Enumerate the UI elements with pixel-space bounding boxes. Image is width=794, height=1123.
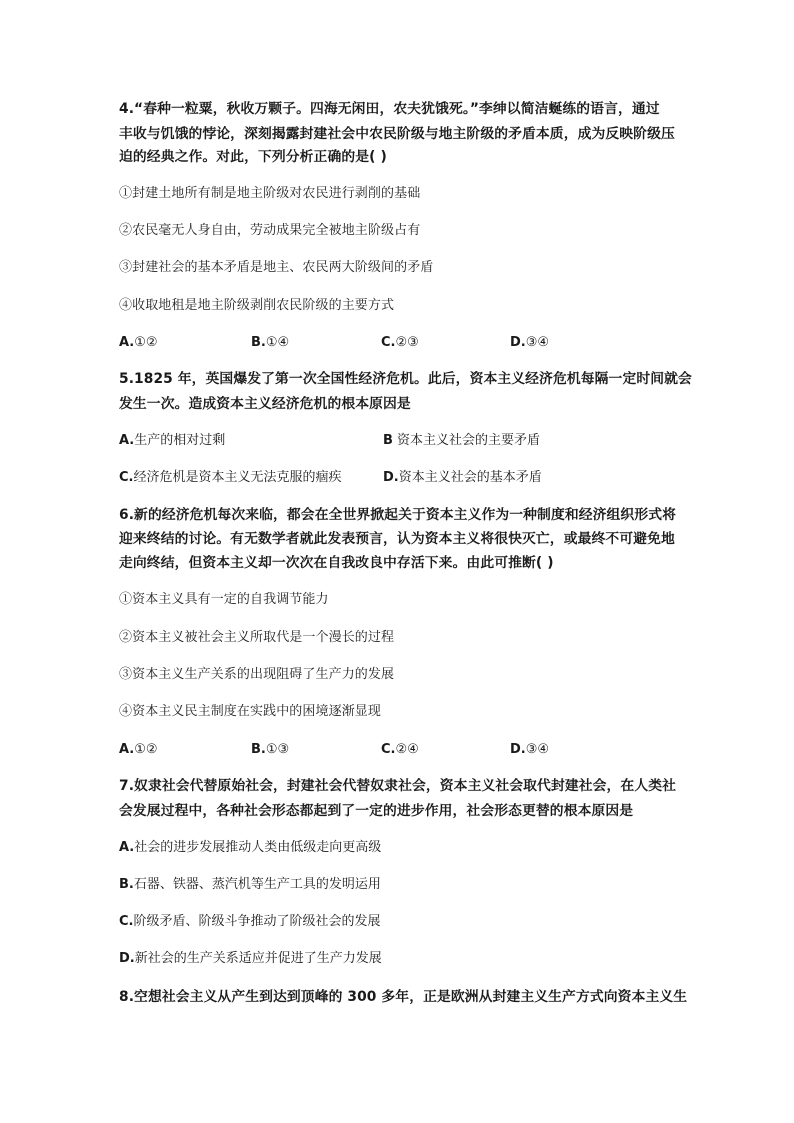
- choice-letter: A.: [119, 840, 135, 855]
- question-5-choice-a: [119, 432, 225, 450]
- choice-text: 资本主义社会的基本矛盾: [398, 470, 542, 485]
- choice-text: ③④: [525, 335, 550, 350]
- choice-text: ②④: [395, 742, 419, 757]
- question-4-statement-3: ③封建社会的基本矛盾是地主、农民两大阶级间的矛盾: [119, 260, 434, 275]
- choice-letter: B.: [119, 877, 134, 892]
- choice-text: ①④: [265, 335, 290, 350]
- question-7-choice-a: [119, 839, 381, 857]
- question-6-statement-2: ②资本主义被社会主义所取代是一个漫长的过程: [119, 630, 395, 645]
- choice-text: 新社会的生产关系适应并促进了生产力发展: [134, 951, 382, 966]
- question-6-statement-4: ④资本主义民主制度在实践中的困境逐渐显现: [119, 704, 382, 719]
- question-6-choice-d: [510, 741, 549, 759]
- question-6-line-2: 迎来终结的讨论。有无数学者就此发表预言，认为资本主义将很快灭亡，或最终不可避免地: [119, 531, 675, 547]
- question-7-choice-c: [119, 913, 381, 931]
- choice-letter: B: [383, 433, 393, 448]
- choice-letter: B.: [251, 742, 266, 757]
- question-4-line-3: 迫的经典之作。对此，下列分析正确的是( ): [119, 149, 387, 165]
- question-4-choice-b: [251, 334, 289, 352]
- question-4-statement-4: ④收取地租是地主阶级剥削农民阶级的主要方式: [119, 298, 395, 313]
- choice-text: 资本主义社会的主要矛盾: [392, 433, 541, 448]
- choice-letter: D.: [510, 742, 526, 757]
- question-5-choice-b: [383, 432, 540, 450]
- question-5-choice-d: [383, 469, 542, 487]
- question-5-line-2: 发生一次。造成资本主义经济危机的根本原因是: [119, 396, 411, 412]
- choice-letter: C.: [119, 914, 134, 929]
- choice-text: 石器、铁器、蒸汽机等生产工具的发明运用: [133, 877, 381, 892]
- question-6-choice-b: [251, 741, 289, 759]
- choice-text: 阶级矛盾、阶级斗争推动了阶级社会的发展: [133, 914, 381, 929]
- question-8-line-1: 8.空想社会主义从产生到达到顶峰的 300 多年，正是欧洲从封建主义生产方式向资本主义生: [119, 989, 688, 1005]
- question-7-choice-b: [119, 876, 381, 894]
- choice-text: 社会的进步发展推动人类由低级走向更高级: [134, 840, 382, 855]
- question-6-line-1: 6.新的经济危机每次来临，都会在全世界掀起关于资本主义作为一种制度和经济组织形式将: [119, 507, 677, 523]
- question-4-choice-a: [119, 334, 158, 352]
- question-4-line-2: 丰收与饥饿的悖论，深刻揭露封建社会中农民阶级与地主阶级的矛盾本质，成为反映阶级压: [119, 126, 675, 142]
- question-4-statement-1: ①封建土地所有制是地主阶级对农民进行剥削的基础: [119, 186, 421, 201]
- question-7-line-1: 7.奴隶社会代替原始社会，封建社会代替奴隶社会，资本主义社会取代封建社会，在人类社: [119, 778, 677, 794]
- choice-letter: C.: [381, 335, 396, 350]
- question-4-statement-2: ②农民毫无人身自由，劳动成果完全被地主阶级占有: [119, 223, 421, 238]
- question-7-line-2: 会发展过程中，各种社会形态都起到了一定的进步作用，社会形态更替的根本原因是: [119, 803, 634, 819]
- question-4-choice-d: [510, 334, 549, 352]
- choice-letter: D.: [510, 335, 526, 350]
- question-4-choice-c: [381, 334, 419, 352]
- choice-text: 经济危机是资本主义无法克服的痼疾: [133, 470, 342, 485]
- choice-text: ①②: [134, 742, 158, 757]
- choice-letter: D.: [383, 470, 399, 485]
- choice-letter: A.: [119, 335, 135, 350]
- question-4-line-1: 4.“春种一粒粟，秋收万颗子。四海无闲田，农夫犹饿死。”李绅以简洁蜒练的语言，通过: [119, 101, 660, 117]
- choice-text: ①③: [265, 742, 290, 757]
- choice-letter: B.: [251, 335, 266, 350]
- choice-text: ②③: [395, 335, 419, 350]
- choice-text: ③④: [525, 742, 550, 757]
- choice-letter: D.: [119, 951, 135, 966]
- choice-letter: C.: [381, 742, 396, 757]
- question-6-statement-1: ①资本主义具有一定的自我调节能力: [119, 592, 329, 607]
- question-6-choice-a: [119, 741, 158, 759]
- question-6-statement-3: ③资本主义生产关系的出现阻碍了生产力的发展: [119, 667, 395, 682]
- choice-letter: A.: [119, 433, 135, 448]
- choice-text: 生产的相对过剩: [134, 433, 226, 448]
- question-7-choice-d: [119, 950, 382, 968]
- choice-letter: A.: [119, 742, 135, 757]
- question-5-line-1: 5.1825 年，英国爆发了第一次全国性经济危机。此后，资本主义经济危机每隔一定时间就会: [119, 371, 692, 387]
- question-6-line-3: 走向终结，但资本主义却一次次在自我改良中存活下来。由此可推断( ): [119, 555, 554, 571]
- question-5-choice-c: [119, 469, 342, 487]
- choice-text: ①②: [134, 335, 158, 350]
- question-6-choice-c: [381, 741, 419, 759]
- choice-letter: C.: [119, 470, 134, 485]
